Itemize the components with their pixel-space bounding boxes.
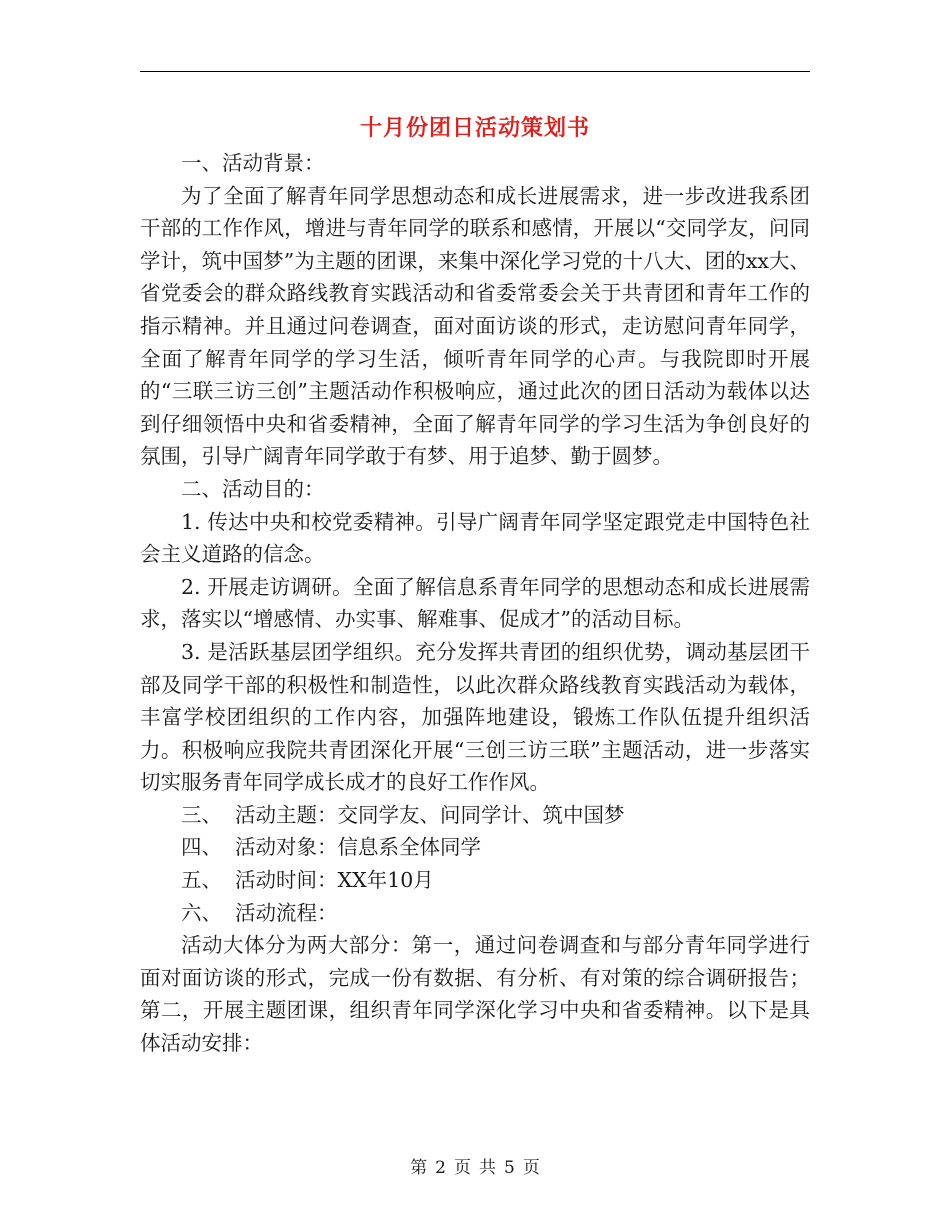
purpose-item-1: 1. 传达中央和校党委精神。引导广阔青年同学坚定跟党走中国特色社会主义道路的信念。 (140, 509, 810, 567)
document-body (140, 147, 810, 1060)
purpose-item-2: 2. 开展走访调研。全面了解信息系青年同学的思想动态和成长进展需求，落实以“增感情、办实事、解难事、促成才”的活动目标。 (140, 574, 810, 632)
purpose-item-3: 3. 是活跃基层团学组织。充分发挥共青团的组织优势，调动基层团干部及同学干部的积极性和制造性，以此次群众路线教育实践活动为载体，丰富学校团组织的工作内容，加强阵地建设，锻炼工作队伍提升组织活力。积极响应我院共青团深化开展“三创三访三联”主题活动，进一步落实切实服务青年同学成长成才的良好工作作风。 (140, 639, 810, 795)
section-theme: 三、 活动主题：交同学友、问同学计、筑中国梦 (181, 802, 625, 827)
section-heading-purpose: 二、活动目的： (181, 476, 325, 501)
paragraph-background: 为了全面了解青年同学思想动态和成长进展需求，进一步改进我系团干部的工作作风，增进与青年同学的联系和感情，开展以“交同学友，问同学计，筑中国梦”为主题的团课，来集中深化学习党的十八大、团的xx大、省党委会的群众路线教育实践活动和省委常委会关于共青团和青年工作的指示精神。并且通过问卷调查，面对面访谈的形式，走访慰问青年同学，全面了解青年同学的学习生活，倾听青年同学的心声。与我院即时开展的“三联三访三创”主题活动作积极响应，通过此次的团日活动为载体以达到仔细领悟中央和省委精神，全面了解青年同学的学习生活为争创良好的氛围，引导广阔青年同学敢于有梦、用于追梦、勤于圆梦。 (140, 183, 810, 469)
section-heading-background: 一、活动背景： (181, 151, 325, 175)
footer-ye: 页 (454, 1158, 471, 1178)
footer-page-number: 2 (435, 1158, 446, 1178)
header-rule (140, 71, 810, 72)
footer-ye2: 页 (522, 1158, 540, 1178)
footer-gong: 共 (479, 1158, 496, 1178)
section-time: 五、 活动时间：XX年10月 (181, 868, 434, 893)
document-title: 十月份团日活动策划书 (359, 116, 590, 141)
page-footer (0, 1153, 950, 1178)
footer-di: 第 (410, 1158, 428, 1178)
footer-total-pages: 5 (504, 1158, 515, 1178)
section-process-heading: 六、 活动流程： (181, 900, 338, 925)
section-audience: 四、 活动对象：信息系全体同学 (181, 835, 482, 860)
paragraph-process: 活动大体分为两大部分：第一，通过问卷调查和与部分青年同学进行面对面访谈的形式，完成一份有数据、有分析、有对策的综合调研报告；第二，开展主题团课，组织青年同学深化学习中央和省委精神。以下是具体活动安排： (140, 933, 810, 1056)
